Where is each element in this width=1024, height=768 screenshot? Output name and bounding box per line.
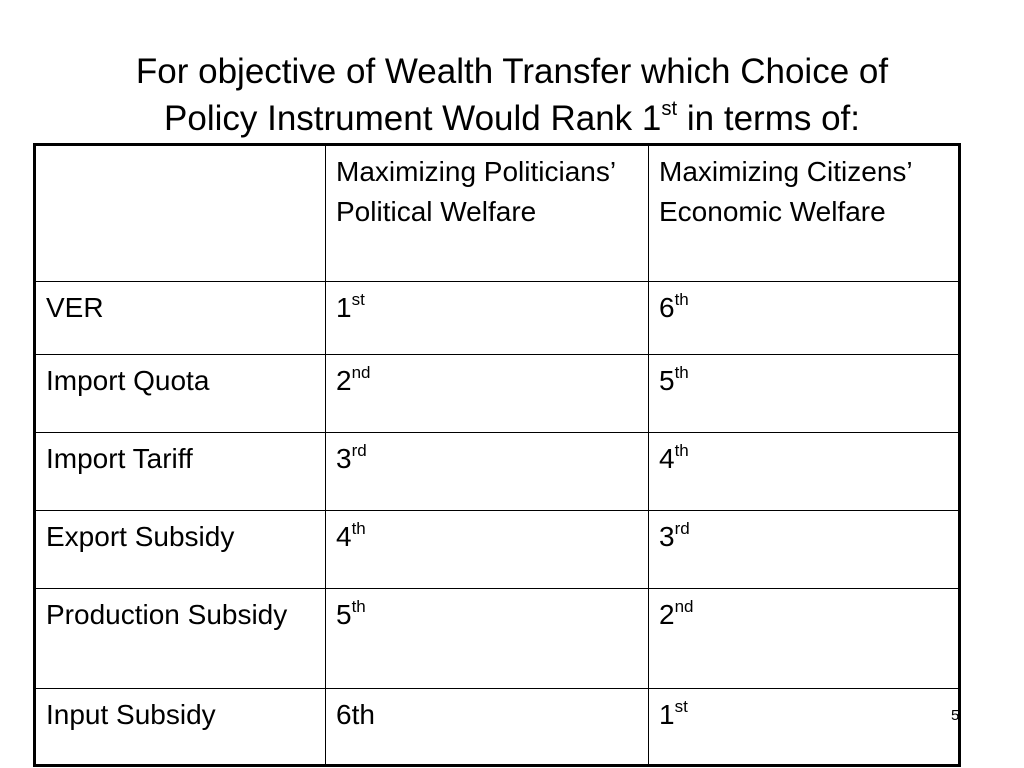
- rank-number: 4: [659, 443, 675, 474]
- header-cell-economic-welfare: Maximizing Citizens’ Economic Welfare: [649, 145, 960, 282]
- rank-number: 5: [659, 365, 675, 396]
- political-rank-cell: [326, 282, 649, 355]
- political-rank-cell: [326, 355, 649, 433]
- economic-rank-cell: [649, 589, 960, 689]
- title-line-2-superscript: st: [661, 98, 678, 121]
- title-line-2-suffix: in terms of:: [677, 99, 860, 138]
- rank-suffix: nd: [674, 596, 694, 616]
- rank-suffix: st: [351, 289, 365, 309]
- political-rank-cell: [326, 589, 649, 689]
- table-header-row: [35, 145, 960, 282]
- rank-number: 6: [659, 292, 675, 323]
- table-row: [35, 355, 960, 433]
- header-cell-political-welfare: Maximizing Politicians’ Political Welfare: [326, 145, 649, 282]
- table-row: [35, 689, 960, 766]
- title-line-1: For objective of Wealth Transfer which Choice of: [135, 52, 889, 91]
- rank-number: 4: [336, 521, 352, 552]
- instrument-cell: Input Subsidy: [35, 689, 326, 766]
- ranking-table: [33, 143, 961, 767]
- instrument-cell: VER: [35, 282, 326, 355]
- rank-suffix: th: [351, 596, 366, 616]
- economic-rank-cell: [649, 433, 960, 511]
- rank-number: 2: [336, 365, 352, 396]
- instrument-cell: Production Subsidy: [35, 589, 326, 689]
- political-rank-cell: [326, 433, 649, 511]
- table-row: [35, 589, 960, 689]
- economic-rank-cell: [649, 355, 960, 433]
- instrument-cell: Import Tariff: [35, 433, 326, 511]
- slide-title: [0, 48, 1024, 142]
- instrument-cell: Import Quota: [35, 355, 326, 433]
- economic-rank-cell: [649, 282, 960, 355]
- rank-suffix: st: [674, 696, 688, 716]
- rank-suffix: th: [351, 518, 366, 538]
- rank-suffix: th: [674, 440, 689, 460]
- table-row: [35, 282, 960, 355]
- rank-number: 6th: [336, 699, 375, 730]
- economic-rank-cell: [649, 511, 960, 589]
- title-line-2: [0, 95, 1024, 142]
- political-rank-cell: [326, 511, 649, 589]
- economic-rank-cell: [649, 689, 960, 766]
- header-cell-instrument: [35, 145, 326, 282]
- instrument-cell: Export Subsidy: [35, 511, 326, 589]
- rank-suffix: rd: [674, 518, 690, 538]
- rank-number: 1: [659, 699, 675, 730]
- rank-number: 3: [336, 443, 352, 474]
- rank-number: 2: [659, 599, 675, 630]
- rank-number: 1: [336, 292, 352, 323]
- rank-suffix: th: [674, 362, 689, 382]
- table-row: [35, 433, 960, 511]
- political-rank-cell: [326, 689, 649, 766]
- rank-suffix: th: [674, 289, 689, 309]
- rank-suffix: rd: [351, 440, 367, 460]
- table-row: [35, 511, 960, 589]
- rank-number: 3: [659, 521, 675, 552]
- page-number: 5: [951, 707, 960, 724]
- title-line-2-prefix: Policy Instrument Would Rank 1: [164, 99, 662, 138]
- rank-suffix: nd: [351, 362, 371, 382]
- rank-number: 5: [336, 599, 352, 630]
